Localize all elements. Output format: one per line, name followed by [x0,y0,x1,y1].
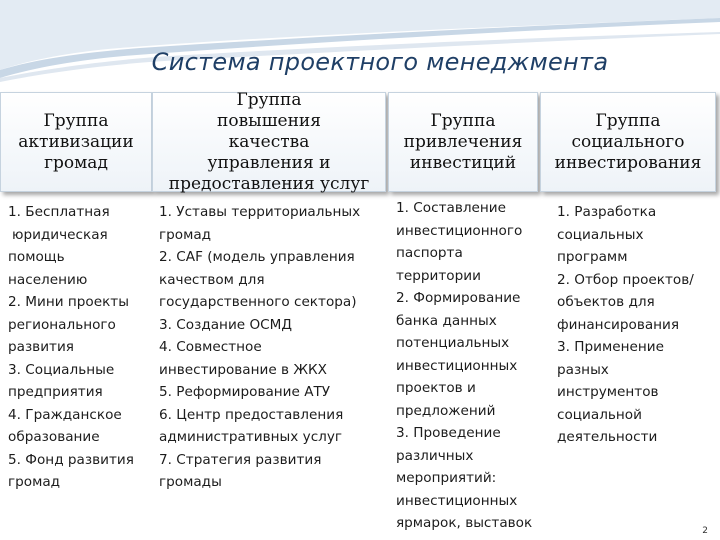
list-line: программ [557,249,628,265]
column-quality-list [159,201,360,494]
list-line: громад [8,474,61,490]
list-line: 7. Стратегия развития [159,451,322,468]
list-line: населению [8,271,88,288]
list-line: качеством для [159,271,265,288]
list-line: объектов для [557,294,655,310]
list-line: паспорта [396,245,463,261]
list-line: инвестиционных [396,492,518,509]
list-line: банка данных [396,312,497,329]
list-line: 2. Отбор проектов/ [557,271,694,288]
list-line: инвестиционного [396,222,523,239]
list-line: территории [396,267,481,284]
list-line: 6. Центр предоставления [159,406,344,423]
group-header-social: Группа социального инвестирования [540,92,716,192]
list-line: регионального [8,316,116,333]
list-line: инструментов [557,384,659,400]
group-header-investment: Группа привлечения инвестиций [388,92,538,192]
list-line: инвестирование в ЖКХ [159,361,327,378]
list-line: социальной [557,406,642,423]
slide-title: Система проектного менеджмента [151,48,609,76]
list-line: 3. Социальные [8,361,115,378]
list-line: различных [396,447,474,464]
column-activation-list [8,201,134,494]
column-investment-list [396,197,532,535]
list-line: ярмарок, выставок [396,515,533,531]
list-line: 1. Составление [396,200,506,216]
list-line: 1. Разработка [557,204,657,220]
list-line: образование [8,429,100,445]
list-line: потенциальных [396,335,510,351]
list-line: 3. Применение [557,339,664,355]
list-line: 2. CAF (модель управления [159,249,355,265]
list-line: 3. Проведение [396,425,501,441]
group-header-activation: Группа активизации громад [0,92,152,192]
list-line: 4. Гражданское [8,406,122,423]
page-number: 2 [702,526,708,536]
list-line: 2. Мини проекты [8,294,129,310]
list-line: 1. Уставы территориальных [159,204,361,220]
list-line: 5. Фонд развития [8,451,134,468]
list-line: 2. Формирование [396,290,521,306]
list-line: юридическая [12,226,108,243]
list-line: 3. Создание ОСМД [159,316,293,333]
list-line: мероприятий: [396,470,497,486]
list-line: проектов и [396,380,476,396]
list-line: разных [557,361,609,378]
group-header-quality: Группа повышения качества управления и предоставления услуг [152,92,386,192]
list-line: государственного сектора) [159,294,357,310]
list-line: предприятия [8,384,103,400]
list-line: 4. Совместное [159,339,262,355]
list-line: 1. Бесплатная [8,204,110,220]
list-line: административных услуг [159,429,343,445]
column-social-list [557,201,694,449]
list-line: инвестиционных [396,357,518,374]
list-line: предложений [396,402,496,419]
list-line: деятельности [557,429,658,445]
list-line: громады [159,474,222,490]
list-line: помощь [8,249,65,265]
list-line: развития [8,339,74,355]
list-line: социальных [557,226,644,243]
list-line: громад [159,226,212,243]
list-line: финансирования [557,316,680,333]
list-line: 5. Реформирование АТУ [159,384,331,400]
